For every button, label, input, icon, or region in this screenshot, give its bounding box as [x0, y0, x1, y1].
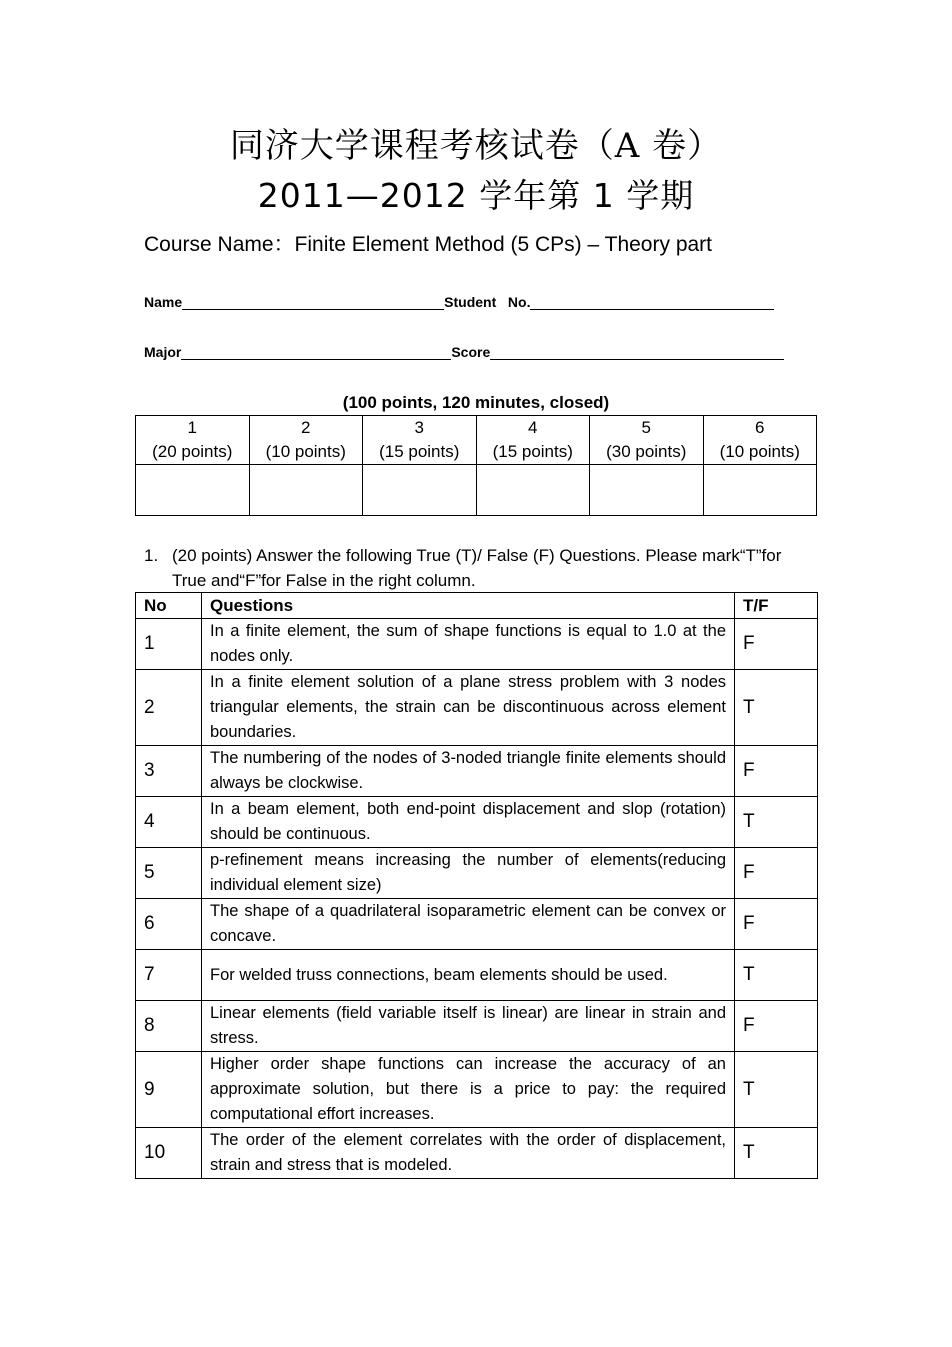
question-text: In a finite element, the sum of shape functions is equal to 1.0 at the nodes only. [202, 619, 735, 670]
answer-cell[interactable]: F [735, 848, 818, 899]
answer-cell[interactable]: T [735, 1052, 818, 1128]
answer-cell[interactable]: F [735, 899, 818, 950]
row-number: 6 [136, 899, 202, 950]
table-row [136, 1052, 818, 1128]
row-number: 9 [136, 1052, 202, 1128]
score-cell[interactable] [136, 465, 250, 516]
question-1-intro [144, 543, 804, 593]
score-cell[interactable] [249, 465, 363, 516]
row-number: 1 [136, 619, 202, 670]
answer-cell[interactable]: T [735, 670, 818, 746]
score-cell[interactable] [476, 465, 590, 516]
row-number: 4 [136, 797, 202, 848]
answer-cell[interactable]: F [735, 619, 818, 670]
question-text: The numbering of the nodes of 3-noded triangle finite elements should always be clockwise. [202, 746, 735, 797]
student-no-label: Student No. [444, 294, 531, 310]
answer-cell[interactable]: F [735, 746, 818, 797]
score-cell[interactable] [703, 465, 817, 516]
question-text: The order of the element correlates with the order of displacement, strain and stress that is modeled. [202, 1128, 735, 1179]
row-number: 3 [136, 746, 202, 797]
question-instructions: (20 points) Answer the following True (T)/ False (F) Questions. Please mark“T”for True and“F”for False in the right column. [172, 546, 782, 590]
row-number: 10 [136, 1128, 202, 1179]
header-tf: T/F [735, 593, 818, 619]
row-number: 8 [136, 1001, 202, 1052]
name-row [144, 294, 774, 310]
table-row [136, 899, 818, 950]
question-text: The shape of a quadrilateral isoparametric element can be convex or concave. [202, 899, 735, 950]
tf-table-header-row [136, 593, 818, 619]
score-column-header: 3 (15 points) [363, 416, 477, 465]
question-number: 1. [144, 546, 159, 565]
question-text: In a beam element, both end-point displacement and slop (rotation) should be continuous. [202, 797, 735, 848]
table-row [136, 1001, 818, 1052]
table-row [136, 746, 818, 797]
question-text: Higher order shape functions can increase the accuracy of an approximate solution, but there is a price to pay: the required computational effort increases. [202, 1052, 735, 1128]
score-cell[interactable] [363, 465, 477, 516]
table-row [136, 1128, 818, 1179]
score-entry-row [136, 465, 817, 516]
score-column-header: 1 (20 points) [136, 416, 250, 465]
question-text: Linear elements (field variable itself is linear) are linear in strain and stress. [202, 1001, 735, 1052]
table-row [136, 950, 818, 1001]
answer-cell[interactable]: F [735, 1001, 818, 1052]
row-number: 5 [136, 848, 202, 899]
table-row [136, 797, 818, 848]
question-text: In a finite element solution of a plane stress problem with 3 nodes triangular elements, the strain can be discontinuous across element boundaries. [202, 670, 735, 746]
exam-title: 同济大学课程考核试卷（A 卷） [229, 126, 723, 166]
exam-summary: (100 points, 120 minutes, closed) [342, 393, 610, 412]
name-label: Name [144, 294, 183, 310]
major-row [144, 344, 784, 360]
answer-cell[interactable]: T [735, 950, 818, 1001]
score-table-header-row [136, 416, 817, 465]
score-column-header: 4 (15 points) [476, 416, 590, 465]
table-row [136, 670, 818, 746]
major-label: Major [144, 344, 182, 360]
major-field[interactable] [181, 345, 451, 360]
score-column-header: 2 (10 points) [249, 416, 363, 465]
answer-cell[interactable]: T [735, 1128, 818, 1179]
question-text: p-refinement means increasing the number of elements(reducing individual element size) [202, 848, 735, 899]
score-column-header: 5 (30 points) [590, 416, 704, 465]
answer-cell[interactable]: T [735, 797, 818, 848]
name-field[interactable] [182, 295, 444, 310]
semester-title: 2011—2012 学年第 1 学期 [257, 176, 695, 215]
question-text: For welded truss connections, beam elements should be used. [202, 950, 735, 1001]
score-table [135, 415, 817, 516]
score-label: Score [451, 344, 491, 360]
student-no-field[interactable] [530, 295, 774, 310]
score-cell[interactable] [590, 465, 704, 516]
table-row [136, 848, 818, 899]
course-name: Course Name：Finite Element Method (5 CPs) – Theory part [144, 233, 713, 256]
header-no: No [136, 593, 202, 619]
table-row [136, 619, 818, 670]
row-number: 7 [136, 950, 202, 1001]
row-number: 2 [136, 670, 202, 746]
header-questions: Questions [202, 593, 735, 619]
score-field[interactable] [490, 345, 784, 360]
score-column-header: 6 (10 points) [703, 416, 817, 465]
true-false-table [135, 592, 818, 1179]
